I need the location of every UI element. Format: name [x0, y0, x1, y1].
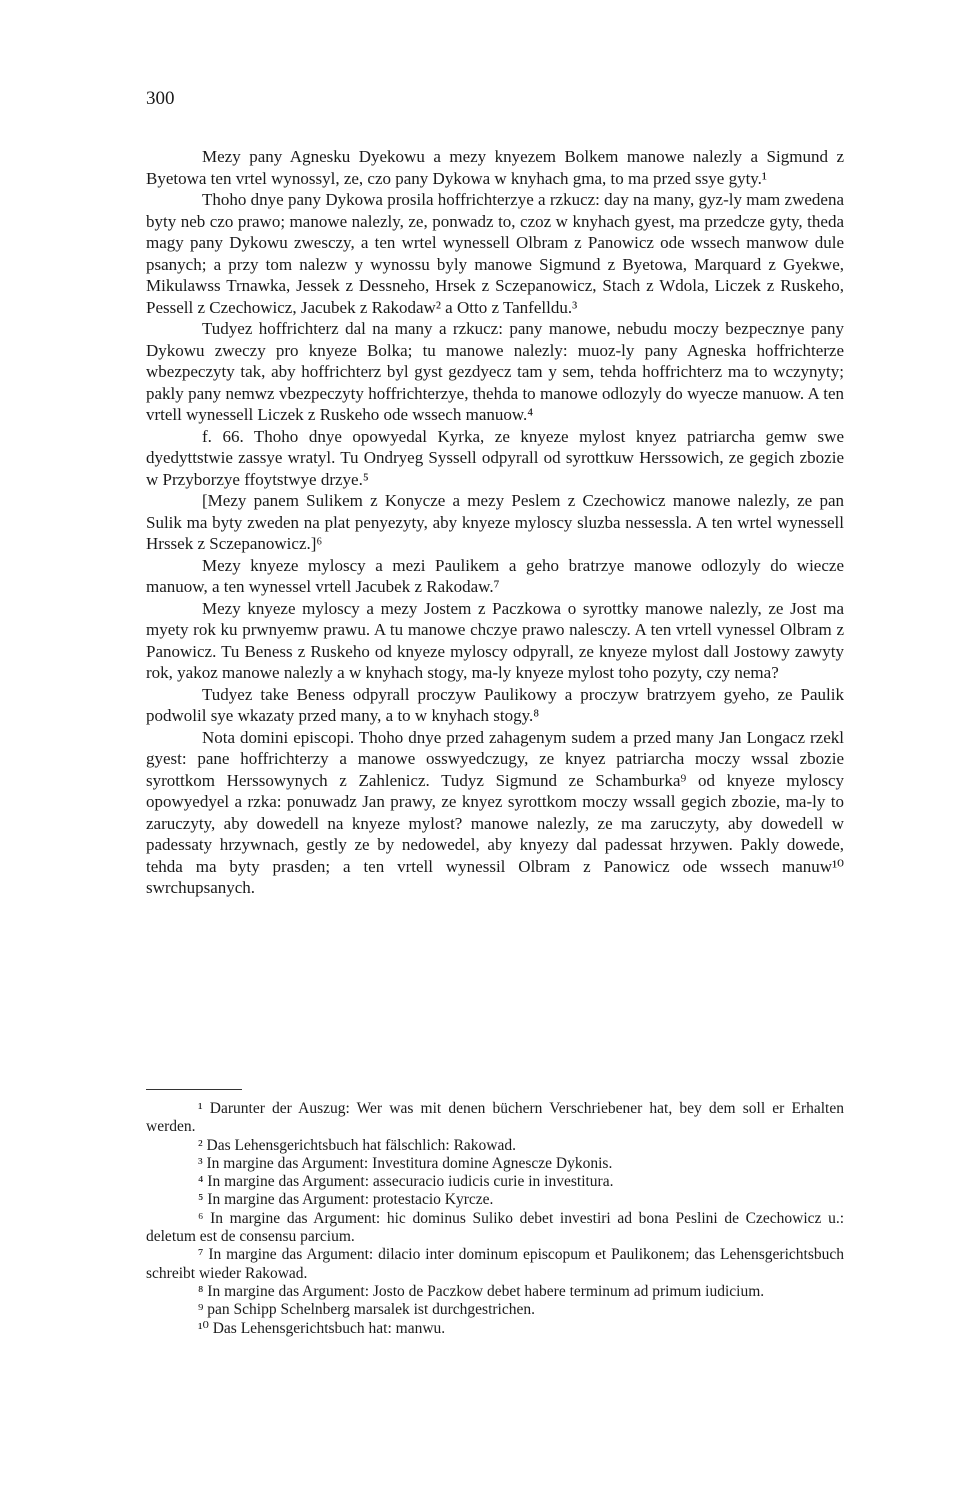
main-text — [146, 146, 844, 899]
footnote: ⁹ pan Schipp Schelnberg marsalek ist durchgestrichen. — [198, 1301, 535, 1319]
footnote: ² Das Lehensgerichtsbuch hat fälschlich: Rakowad. — [198, 1136, 516, 1154]
footnote: ¹ Darunter der Auszug: Wer was mit denen büchern Verschriebener hat, bey dem soll er Erhalten werden. — [146, 1100, 844, 1136]
footnote: ⁵ In margine das Argument: protestacio Kyrcze. — [198, 1191, 494, 1209]
footnote-divider — [146, 1089, 242, 1090]
footnote: ⁴ In margine das Argument: assecuracio iudicis curie in investitura. — [198, 1173, 614, 1191]
paragraph: [Mezy panem Sulikem z Konycze a mezy Peslem z Czechowicz manowe nalezly, ze pan Sulik ma byty zweden na plat penyezyty, aby knyeze myloscy sluzba nessessla. A ten wrtel wynessell Hrssek z Sczepanowicz.]⁶ — [146, 491, 844, 553]
paragraph: Tudyez hoffrichterz dal na many a rzkucz: pany manowe, nebudu moczy bezpecznye pany Dykowu zweczy pro knyeze Bolka; tu manowe nalezly: muoz-ly pany Agneska hoffrichterze wbezpeczyty tak, aby hoffrichterz byl gyst gezdyecz tam y sem, tehda hoffrichterz ma to wczynyty; pakly pany nemwz vbezpeczyty hoffrichterzye, thehda to manowe odlozyly do wyecze manuow. A ten vrtell wynessell Liczek z Ruskeho ode wssech manuow.⁴ — [146, 319, 844, 424]
paragraph: Thoho dnye pany Dykowa prosila hoffrichterzye a rzkucz: day na many, gyz-ly mam zwedena byty neb czo prawo; manowe nalezly, ze, ponwadz to, czoz w knyhach gyest, ma przedcze gyty, theda magy pany Dykowu zwesczy, a ten wrtel wynessell Olbram z Panowicz ode wssech manwow dule psanych; a przy tom nalezw y wynossu byly manowe Sigmund z Byetowa, Marquard z Gyekwe, Mikulawss Trnawka, Jessek z Dessneho, Hrsek z Sczepanowicz, Stach z Wdola, Liczek z Ruskeho, Pessell z Czechowicz, Jacubek z Rakodaw² a Otto z Tanfelldu.³ — [146, 190, 844, 317]
footnote: ¹⁰ Das Lehensgerichtsbuch hat: manwu. — [198, 1319, 446, 1337]
footnote: ⁷ In margine das Argument: dilacio inter dominum episcopum et Paulikonem; das Lehensgerichtsbuch schreibt wieder Rakowad. — [146, 1246, 844, 1282]
paragraph: Mezy pany Agnesku Dyekowu a mezy knyezem Bolkem manowe nalezly a Sigmund z Byetowa ten vrtel wynossyl, ze, czo pany Dykowa w knyhach gma, to ma przed ssye gyty.¹ — [146, 147, 844, 188]
paragraph: f. 66. Thoho dnye opowyedal Kyrka, ze knyeze mylost knyez patriarcha gemw swe dyedyttstwie zassye wratyl. Tu Ondryeg Syssell odpyrall od syrottkuw Herssowich, ze gegich zbozie w Przyborzye ffoytstwye drzye.⁵ — [146, 426, 844, 489]
paragraph: Mezy knyeze myloscy a mezy Jostem z Paczkowa o syrottky manowe nalezly, ze Jost ma myety rok ku prwnyemw prawu. A tu manowe chczye prawo nalesczy. A ten vrtell vynessel Olbram z Panowicz. Tu Beness z Ruskeho od knyeze myloscy odpyrall, ze knyeze mylost dall Jostowy zawyty rok, yakoz manowe nalezly a w knyhach stogy, ma-ly knyeze mylost toho pozyty, czy nema? — [146, 598, 844, 682]
footnote: ⁸ In margine das Argument: Josto de Paczkow debet habere terminum ad primum iudicium. — [198, 1282, 765, 1300]
footnote: ⁶ In margine das Argument: hic dominus Suliko debet investiri ad bona Peslini de Czechowicz u.: deletum est de consensu parcium. — [146, 1209, 844, 1246]
paragraph: Mezy knyeze myloscy a mezi Paulikem a geho bratrzye manowe odlozyly do wiecze manuow, a ten wynessel vrtell Jacubek z Rakodaw.⁷ — [146, 555, 844, 596]
paragraph: Nota domini episcopi. Thoho dnye przed zahagenym sudem a przed many Jan Longacz rzekl gyest: pane hoffrichterzy a manowe osswyedczugy, ze knyez patriarcha moczy wssal zbozie syrottkom Herssowynych z Zahlenicz. Tudyz Sigmund ze Schamburka⁹ od knyeze myloscy opowyedyel a rzka: ponuwadz Jan prawy, ze knyez syrottkom moczy wssall gegich zbozie, ma-ly to zaruczyty, aby dowedell na knyeze mylost? manowe nalezly, ze ma zaruczyty, aby dowedell w padessaty hrzywnach, gestly ze by nedowedel, aby knyezy dal padessat hrzywen. Pakly dowede, tehda ma byty prasden; a ten vrtell wynessil Olbram z Panowicz ode wssech manuw¹⁰ swrchupsanych. — [146, 727, 844, 897]
footnotes — [146, 1100, 844, 1338]
page-number: 300 — [146, 88, 175, 109]
paragraph: Tudyez take Beness odpyrall proczyw Paulikowy a proczyw bratrzyem gyeho, ze Paulik podwolil sye wkazaty przed many, a to w knyhach stogy.⁸ — [146, 684, 844, 725]
footnote: ³ In margine das Argument: Investitura domine Agnescze Dykonis. — [198, 1154, 613, 1172]
